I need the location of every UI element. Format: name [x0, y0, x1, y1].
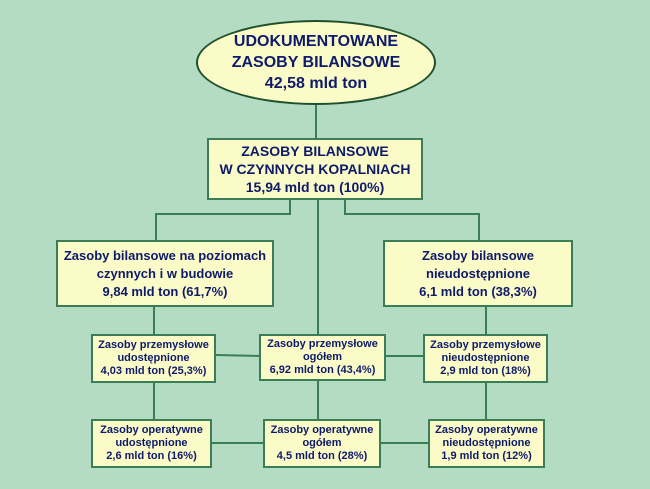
active-levels-line-3: 9,84 mld ton (61,7%) [102, 283, 228, 299]
active-levels-line-2: czynnych i w budowie [96, 265, 234, 281]
operational-inaccessible-node [428, 419, 545, 468]
operational-accessible-line-2: udostępnione [115, 437, 188, 449]
inaccessible-line-3: 6,1 mld ton (38,3%) [419, 283, 537, 299]
industrial-inaccessible-line-2: nieudostępnione [441, 352, 530, 364]
industrial-total-line-2: ogółem [302, 351, 343, 363]
operational-total-line-3: 4,5 mld ton (28%) [276, 450, 368, 462]
industrial-accessible-line-1: Zasoby przemysłowe [98, 339, 209, 351]
industrial-total-node [259, 334, 386, 381]
active-levels-line-1: Zasoby bilansowe na poziomach [63, 247, 267, 263]
active-levels-node [56, 240, 274, 307]
industrial-inaccessible-line-3: 2,9 mld ton (18%) [440, 365, 531, 377]
active-mines-line-3: 15,94 mld ton (100%) [245, 179, 385, 195]
operational-inaccessible-line-2: nieudostępnione [442, 437, 531, 449]
root-line-2: ZASOBY BILANSOWE [231, 54, 401, 71]
operational-total-node [263, 419, 381, 468]
operational-inaccessible-line-3: 1,9 mld ton (12%) [441, 450, 532, 462]
industrial-accessible-line-2: udostępnione [117, 352, 190, 364]
industrial-inaccessible-node [423, 334, 548, 383]
active-mines-node [207, 138, 423, 200]
industrial-inaccessible-line-1: Zasoby przemysłowe [430, 339, 541, 351]
connector-to-inaccessible [345, 200, 479, 240]
inaccessible-node [383, 240, 573, 307]
operational-accessible-line-1: Zasoby operatywne [100, 424, 203, 436]
inaccessible-line-1: Zasoby bilansowe [422, 247, 534, 263]
operational-accessible-line-3: 2,6 mld ton (16%) [106, 450, 197, 462]
active-mines-line-2: W CZYNNYCH KOPALNIACH [219, 161, 411, 177]
industrial-total-line-3: 6,92 mld ton (43,4%) [269, 364, 376, 376]
active-mines-line-1: ZASOBY BILANSOWE [241, 143, 389, 159]
operational-total-line-2: ogółem [302, 437, 342, 449]
connector-to-active-levels [156, 200, 290, 240]
operational-accessible-node [91, 419, 212, 468]
operational-total-line-1: Zasoby operatywne [270, 424, 374, 436]
operational-inaccessible-line-1: Zasoby operatywne [435, 424, 538, 436]
connector-industrial-left [216, 355, 262, 356]
industrial-total-line-1: Zasoby przemysłowe [267, 338, 378, 350]
industrial-accessible-node [91, 334, 216, 383]
industrial-accessible-line-3: 4,03 mld ton (25,3%) [100, 365, 207, 377]
inaccessible-line-2: nieudostępnione [426, 265, 530, 281]
root-node [196, 20, 436, 105]
root-line-3: 42,58 mld ton [264, 75, 368, 92]
root-line-1: UDOKUMENTOWANE [233, 33, 399, 50]
